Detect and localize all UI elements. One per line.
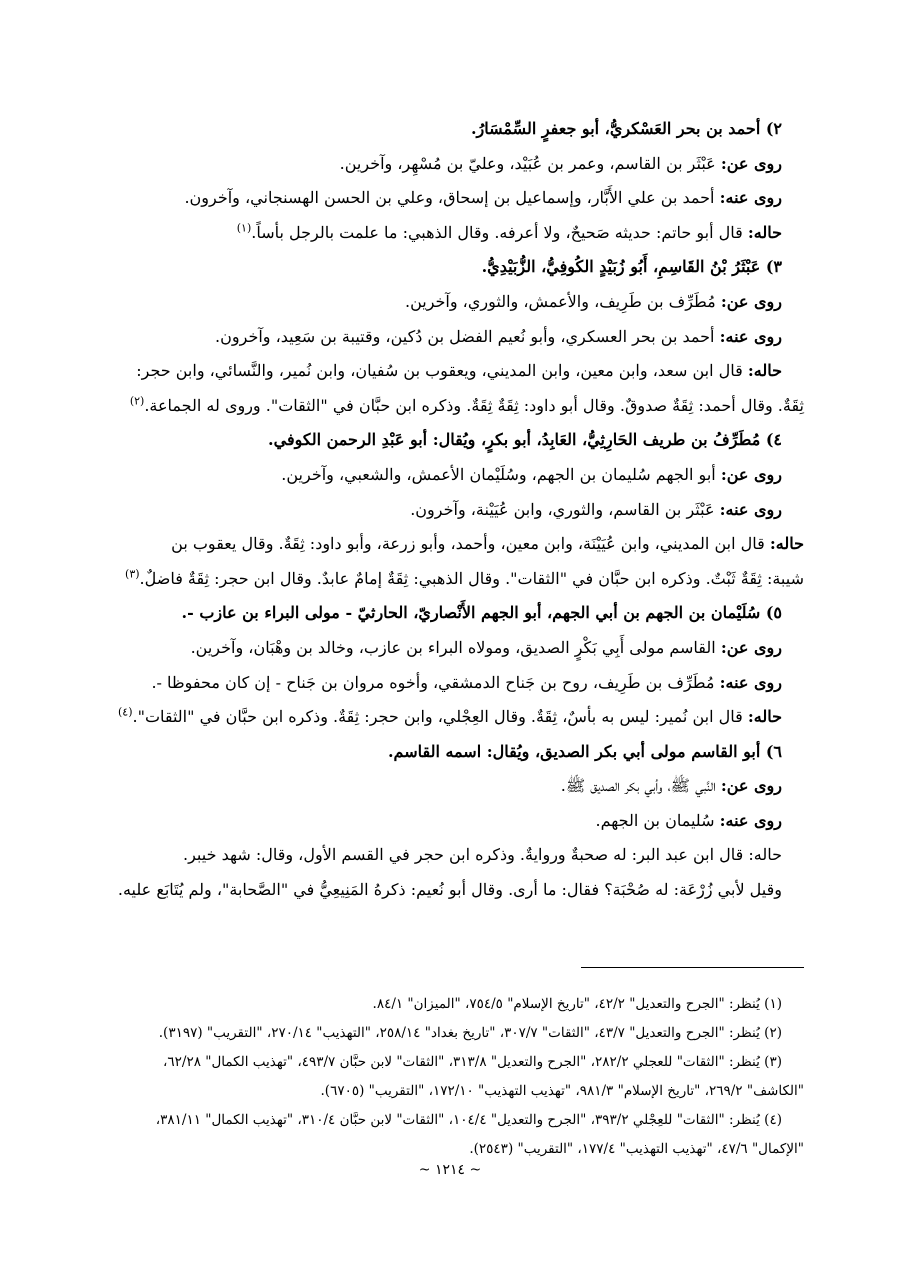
- narrated-by-text: أحمد بن علي الأَبَّار، وإسماعيل بن إسحاق، وعلي بن الحسن الهسنجاني، وآخرون.: [184, 188, 715, 208]
- narrated-from-text: النَّبي ﷺ، وأبي بكر الصديق ﷺ.: [560, 776, 716, 796]
- narrated-by-text: سُليمان بن الجهم.: [595, 810, 715, 830]
- footnote-2: (٢) يُنظر: "الجرح والتعديل" ٤٣/٧، "الثقات" ٣٠٧/٧، "تاريخ بغداد" ٢٥٨/١٤، "التهذيب" ٢٧٠/١٤، "التقريب" (٣١٩٧).: [158, 1025, 782, 1041]
- status-text: قال ابن سعد، وابن معين، وابن المديني، ويعقوب بن سُفيان، وابن نُمير، والنَّسائي، وابن حجر:: [136, 361, 743, 381]
- footnote-separator: [581, 967, 804, 968]
- status-continued: [96, 562, 804, 597]
- footnote-3: (٣) يُنظر: "الثقات" للعجلي ٢٨٢/٢، "الجرح والتعديل" ٣١٣/٨، "الثقات" لابن حبَّان ٤٩٣/٧، "تهذيب الكمال" ٦٢/٢٨،: [163, 1054, 782, 1070]
- narrated-by-label: روى عنه:: [719, 188, 782, 208]
- status-note: وقيل لأبي زُرْعَة: له صُحْبَة؟ فقال: ما أرى. وقال أبو نُعيم: ذكرهُ المَنِيعِيُّ في "الصَّحابة"، ولم يُتَابَع عليه.: [117, 880, 782, 900]
- page-number: ~ ١٢١٤ ~: [418, 1162, 482, 1178]
- footnote-4: (٤) يُنظر: "الثقات" للعِجْلي ٣٩٣/٢، "الجرح والتعديل" ١٠٤/٤، "الثقات" لابن حبَّان ٣١٠/٤، "تهذيب الكمال" ٣٨١/١١،: [155, 1112, 782, 1128]
- status: [96, 216, 804, 251]
- narrated-from-label: روى عن:: [720, 776, 782, 796]
- narrated-by-text: أحمد بن بحر العسكري، وأبو نُعيم الفضل بن دُكين، وقتيبة بن سَعِيد، وآخرون.: [215, 326, 715, 346]
- narrated-by: [96, 181, 804, 216]
- narrated-from-text: أبو الجهم سُليمان بن الجهم، وسُلَيْمان الأعمش، والشعبي، وآخرين.: [281, 464, 716, 484]
- entry-heading: ٤) مُطَرِّفُ بن طريف الحَارِثِيُّ، العَابِدُ، أبو بكرٍ، ويُقال: أبو عَبْدِ الرحمن الكوفي.: [268, 430, 782, 450]
- status-text-continued: شيبة: ثِقَةٌ ثَبْتٌ. وذكره ابن حبَّان في "الثقات". وقال الذهبي: ثِقَةٌ إمامٌ عابدٌ. وقال ابن حجر: ثِقَةٌ فاضلٌ.: [139, 568, 804, 588]
- narrated-by-label: روى عنه:: [719, 499, 782, 519]
- status-label: حاله:: [769, 534, 804, 554]
- narrated-by: [96, 320, 804, 355]
- footnote-ref: (٤): [117, 705, 133, 719]
- entry-heading: ٣) عَبْثَرُ بْنُ القَاسِمِ، أَبُو زُبَيْدٍ الكُوفِيُّ، الزُّبَيْدِيُّ.: [481, 257, 782, 277]
- narrated-from-text: عَبْثَر بن القاسم، وعمر بن عُبَيْد، وعليّ بن مُسْهِر، وآخرين.: [339, 153, 716, 173]
- entry-heading: ٦) أبو القاسم مولى أبي بكر الصديق، ويُقال: اسمه القاسم.: [387, 741, 782, 761]
- narrated-from: [96, 458, 804, 493]
- footnote-ref: (٢): [129, 394, 145, 408]
- narrated-by-text: مُطَرِّف بن طَرِيف، روح بن جَناح الدمشقي، وأخوه مروان بن جَناح - إن كان محفوظا -.: [151, 672, 715, 692]
- footnote-3-continued: "الكاشف" ٢٦٩/٢، "تاريخ الإسلام" ٩٨١/٣، "تهذيب التهذيب" ١٧٢/١٠، "التقريب" (٦٧٠٥).: [320, 1083, 804, 1099]
- narrated-by: [96, 666, 804, 701]
- footnote-ref: (١): [236, 221, 252, 235]
- narrated-from: [96, 631, 804, 666]
- narrated-by-text: عَبْثَر بن القاسم، والثوري، وابن عُيَيْنة، وآخرون.: [410, 499, 715, 519]
- footnote-1: (١) يُنظر: "الجرح والتعديل" ٤٢/٢، "تاريخ الإسلام" ٧٥٤/٥، "الميزان" ٨٤/١.: [372, 996, 782, 1012]
- narrated-by: [96, 493, 804, 528]
- narrated-from-text: القاسم مولى أَبِي بَكْرٍ الصديق، ومولاه البراء بن عازب، وخالد بن وهْبَان، وآخرين.: [190, 637, 716, 657]
- status: [96, 527, 804, 562]
- status-text: قال ابن نُمير: ليس به بأسٌ، ثِقَةٌ. وقال العِجْلي، وابن حجر: ثِقَةٌ. وذكره ابن حبَّان في "الثقات".: [132, 707, 743, 727]
- footnote-4-continued: "الإكمال" ٤٧/٦، "تهذيب التهذيب" ١٧٧/٤، "التقريب" (٢٥٤٣).: [469, 1141, 804, 1157]
- narrated-from-label: روى عن:: [720, 637, 782, 657]
- status-text: قال ابن المديني، وابن عُيَيْنَة، وابن معين، وأحمد، وأبو زرعة، وأبو داود: ثِقَةٌ. وقال يعقوب بن: [171, 534, 765, 554]
- narrated-from-label: روى عن:: [720, 291, 782, 311]
- status: [96, 354, 804, 389]
- status-label: حاله:: [747, 707, 782, 727]
- narrated-by-label: روى عنه:: [719, 326, 782, 346]
- status-text: قال أبو حاتم: حديثه صَحيحٌ، ولا أعرفه. وقال الذهبي: ما علمت بالرجل بأساً.: [251, 222, 743, 242]
- status-continued: [96, 389, 804, 424]
- narrated-from-label: روى عن:: [720, 153, 782, 173]
- entry-heading: ٢) أحمد بن بحر العَسْكريُّ، أبو جعفرٍ السِّمْسَارُ.: [470, 119, 782, 138]
- narrated-from: [96, 285, 804, 320]
- footnotes: [96, 990, 804, 1164]
- narrated-from-text: مُطَرِّف بن طَرِيف، والأعمش، والثوري، وآخرين.: [404, 291, 716, 311]
- status: [96, 700, 804, 735]
- entry-heading: ٥) سُلَيْمان بن الجهم بن أبي الجهم، أبو الجهم الأَنْصاريّ، الحارثيّ - مولى البراء بن عازب -.: [181, 603, 782, 623]
- narrated-from: [96, 769, 804, 804]
- narrated-by: [96, 804, 804, 839]
- status: حاله: قال ابن عبد البر: له صحبةٌ وروايةٌ. وذكره ابن حجر في القسم الأول، وقال: شهد خيبر.: [183, 845, 782, 865]
- main-text: [96, 112, 804, 908]
- footnote-ref: (٣): [125, 567, 140, 581]
- narrated-from-label: روى عن:: [720, 464, 782, 484]
- narrated-from: [96, 147, 804, 182]
- status-text-continued: ثِقَةٌ. وقال أحمد: ثِقَةٌ صدوقٌ. وقال أبو داود: ثِقَةٌ ثِقَةٌ. وذكره ابن حبَّان في "الثقات". وروى له الجماعة.: [144, 395, 804, 415]
- status-label: حاله:: [747, 361, 782, 381]
- narrated-by-label: روى عنه:: [719, 672, 782, 692]
- status-label: حاله:: [747, 222, 782, 242]
- narrated-by-label: روى عنه:: [719, 810, 782, 830]
